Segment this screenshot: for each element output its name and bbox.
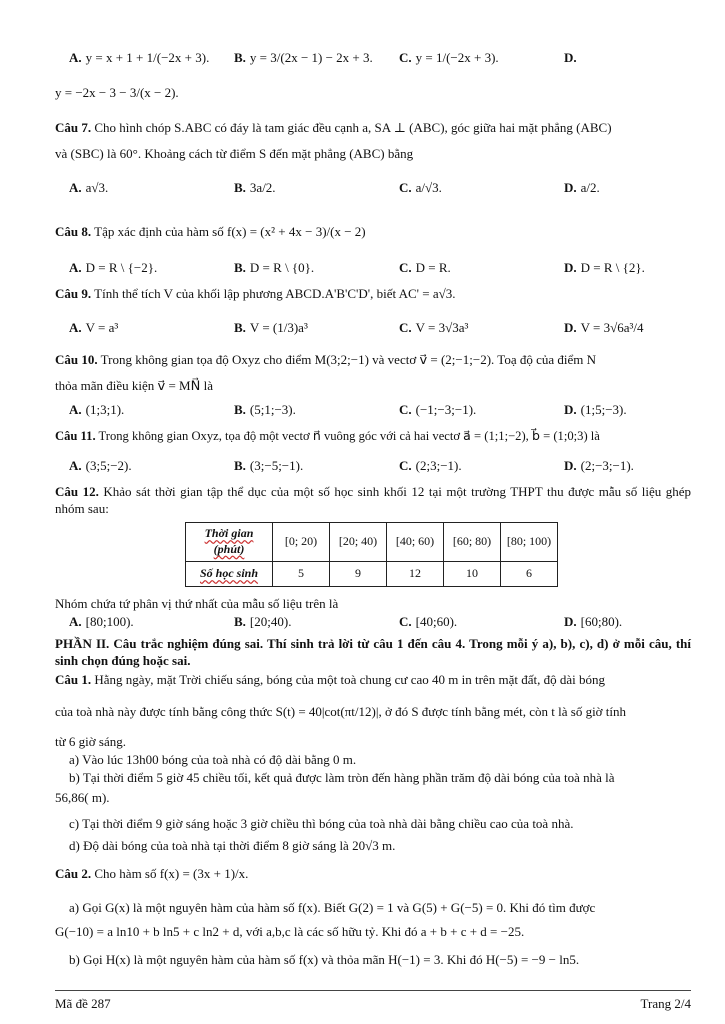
p2q1-statement-b-cont: 56,86( m).	[55, 790, 110, 805]
exam-page	[55, 0, 691, 1024]
q9-option-b[interactable]: B. V = (1/3)a³	[234, 319, 308, 335]
q6-option-d-label[interactable]: D.	[564, 49, 577, 65]
q9-options	[69, 316, 691, 340]
q12-option-d[interactable]: D. [60;80).	[564, 613, 623, 629]
q8-option-a[interactable]: A. D = R \ {−2}.	[69, 259, 158, 275]
p2q1-stem-3: từ 6 giờ sáng.	[55, 734, 126, 749]
table-cell: [40; 60)	[387, 523, 444, 562]
table-cell: 6	[501, 562, 558, 587]
q12-option-b[interactable]: B. [20;40).	[234, 613, 292, 629]
q10-stem: Câu 10. Trong không gian tọa độ Oxyz cho điểm M(3;2;−1) và vectơ v⃗ = (2;−1;−2). Toạ độ của điểm N	[55, 352, 597, 367]
p2q2-statement-a-cont: G(−10) = a ln10 + b ln5 + c ln2 + d, với a,b,c là các số hữu tỷ. Khi đó a + b + c + d = −25.	[55, 924, 525, 939]
exam-code: Mã đề 287	[55, 996, 111, 1011]
p2q1-statement-a[interactable]: a) Vào lúc 13h00 bóng của toà nhà có độ dài bằng 0 m.	[69, 752, 357, 767]
table-cell: 10	[444, 562, 501, 587]
q12-question: Nhóm chứa tứ phân vị thứ nhất của mẫu số liệu trên là	[55, 596, 339, 611]
q11-option-b[interactable]: B. (3;−5;−1).	[234, 457, 304, 473]
p2q2-statement-b[interactable]: b) Gọi H(x) là một nguyên hàm của hàm số f(x) và thỏa mãn H(−1) = 3. Khi đó H(−5) = −9 − ln5.	[69, 952, 580, 967]
q10-option-b[interactable]: B. (5;1;−3).	[234, 401, 296, 417]
q9-option-a[interactable]: A. V = a³	[69, 319, 119, 335]
footer-divider	[55, 990, 691, 991]
q8-options	[69, 256, 691, 280]
page-number: Trang 2/4	[640, 996, 691, 1011]
q10-option-d[interactable]: D. (1;5;−3).	[564, 401, 627, 417]
q12-stem: Câu 12. Khảo sát thời gian tập thể dục của một số học sinh khối 12 tại một trường THPT thu được mẫu số liệu ghép nhóm sau:	[55, 484, 692, 516]
table-cell: [20; 40)	[330, 523, 387, 562]
q12-option-a[interactable]: A. [80;100).	[69, 613, 134, 629]
q6-option-d[interactable]: y = −2x − 3 − 3/(x − 2).	[55, 85, 179, 100]
q7-option-d[interactable]: D. a/2.	[564, 179, 600, 195]
p2q1-statement-c[interactable]: c) Tại thời điểm 9 giờ sáng hoặc 3 giờ chiều thì bóng của toà nhà dài bằng chiều cao của toà nhà.	[69, 816, 574, 831]
p2q1-stem-2: của toà nhà này được tính bằng công thức S(t) = 40|cot(πt/12)|, ở đó S được tính bằng mét, còn t là số giờ tính	[55, 704, 627, 719]
table-cell: 12	[387, 562, 444, 587]
table-header-students: Số học sinh	[186, 562, 273, 587]
q6-option-a[interactable]: A. y = x + 1 + 1/(−2x + 3).	[69, 49, 210, 65]
q11-options	[69, 454, 691, 478]
q9-option-d[interactable]: D. V = 3√6a³/4	[564, 319, 644, 335]
q10-option-a[interactable]: A. (1;3;1).	[69, 401, 125, 417]
q9-stem: Câu 9. Tính thể tích V của khối lập phương ABCD.A'B'C'D', biết AC' = a√3.	[55, 286, 456, 301]
q9-option-c[interactable]: C. V = 3√3a³	[399, 319, 469, 335]
p2q1-stem: Câu 1. Hằng ngày, mặt Trời chiếu sáng, bóng của một toà chung cư cao 40 m in trên mặt đất, độ dài bóng	[55, 672, 605, 687]
q7-stem: Câu 7. Cho hình chóp S.ABC có đáy là tam giác đều cạnh a, SA ⊥ (ABC), góc giữa hai mặt phẳng (ABC)	[55, 120, 612, 135]
q12-data-table	[185, 522, 558, 587]
q6-option-b[interactable]: B. y = 3/(2x − 1) − 2x + 3.	[234, 49, 373, 65]
table-header-time: Thời gian (phút)	[186, 523, 273, 562]
p2q2-stem: Câu 2. Cho hàm số f(x) = (3x + 1)/x.	[55, 866, 249, 881]
q10-options	[69, 398, 691, 422]
q8-option-b[interactable]: B. D = R \ {0}.	[234, 259, 315, 275]
table-cell: [80; 100)	[501, 523, 558, 562]
q8-stem: Câu 8. Tập xác định của hàm số f(x) = (x² + 4x − 3)/(x − 2)	[55, 224, 366, 239]
q11-option-a[interactable]: A. (3;5;−2).	[69, 457, 132, 473]
q12-option-c[interactable]: C. [40;60).	[399, 613, 458, 629]
q7-option-a[interactable]: A. a√3.	[69, 179, 109, 195]
q11-option-d[interactable]: D. (2;−3;−1).	[564, 457, 634, 473]
table-cell: 5	[273, 562, 330, 587]
q6-options	[69, 46, 691, 70]
q7-option-b[interactable]: B. 3a/2.	[234, 179, 276, 195]
q7-option-c[interactable]: C. a/√3.	[399, 179, 442, 195]
q6-option-c[interactable]: C. y = 1/(−2x + 3).	[399, 49, 499, 65]
table-cell: [0; 20)	[273, 523, 330, 562]
q8-option-c[interactable]: C. D = R.	[399, 259, 451, 275]
p2q2-statement-a[interactable]: a) Gọi G(x) là một nguyên hàm của hàm số f(x). Biết G(2) = 1 và G(5) + G(−5) = 0. Khi đó tìm được	[69, 900, 596, 915]
table-row-counts	[186, 562, 558, 587]
q11-option-c[interactable]: C. (2;3;−1).	[399, 457, 462, 473]
q7-stem-2: và (SBC) là 60°. Khoảng cách từ điểm S đến mặt phẳng (ABC) bằng	[55, 146, 414, 161]
q7-options	[69, 176, 691, 200]
p2q1-statement-d[interactable]: d) Độ dài bóng của toà nhà tại thời điểm 8 giờ sáng là 20√3 m.	[69, 838, 396, 853]
table-row-intervals	[186, 523, 558, 562]
p2q1-statement-b[interactable]: b) Tại thời điểm 5 giờ 45 chiều tối, kết quả được làm tròn đến hàng phần trăm độ dài bóng của toà nhà là	[69, 770, 615, 785]
q12-options	[69, 610, 691, 634]
q10-option-c[interactable]: C. (−1;−3;−1).	[399, 401, 477, 417]
q10-stem-2: thỏa mãn điều kiện v⃗ = MN⃗ là	[55, 378, 213, 393]
table-cell: [60; 80)	[444, 523, 501, 562]
q11-stem: Câu 11. Trong không gian Oxyz, tọa độ một vectơ n⃗ vuông góc với cả hai vectơ a⃗ = (1;1;−2), b⃗ = (1;0;3) là	[55, 429, 600, 443]
q8-option-d[interactable]: D. D = R \ {2}.	[564, 259, 645, 275]
table-cell: 9	[330, 562, 387, 587]
part2-heading: PHẦN II. Câu trắc nghiệm đúng sai. Thí sinh trả lời từ câu 1 đến câu 4. Trong mỗi ý a), b), c), d) ở mỗi câu, thí sinh chọn đúng hoặc sai.	[55, 636, 691, 668]
